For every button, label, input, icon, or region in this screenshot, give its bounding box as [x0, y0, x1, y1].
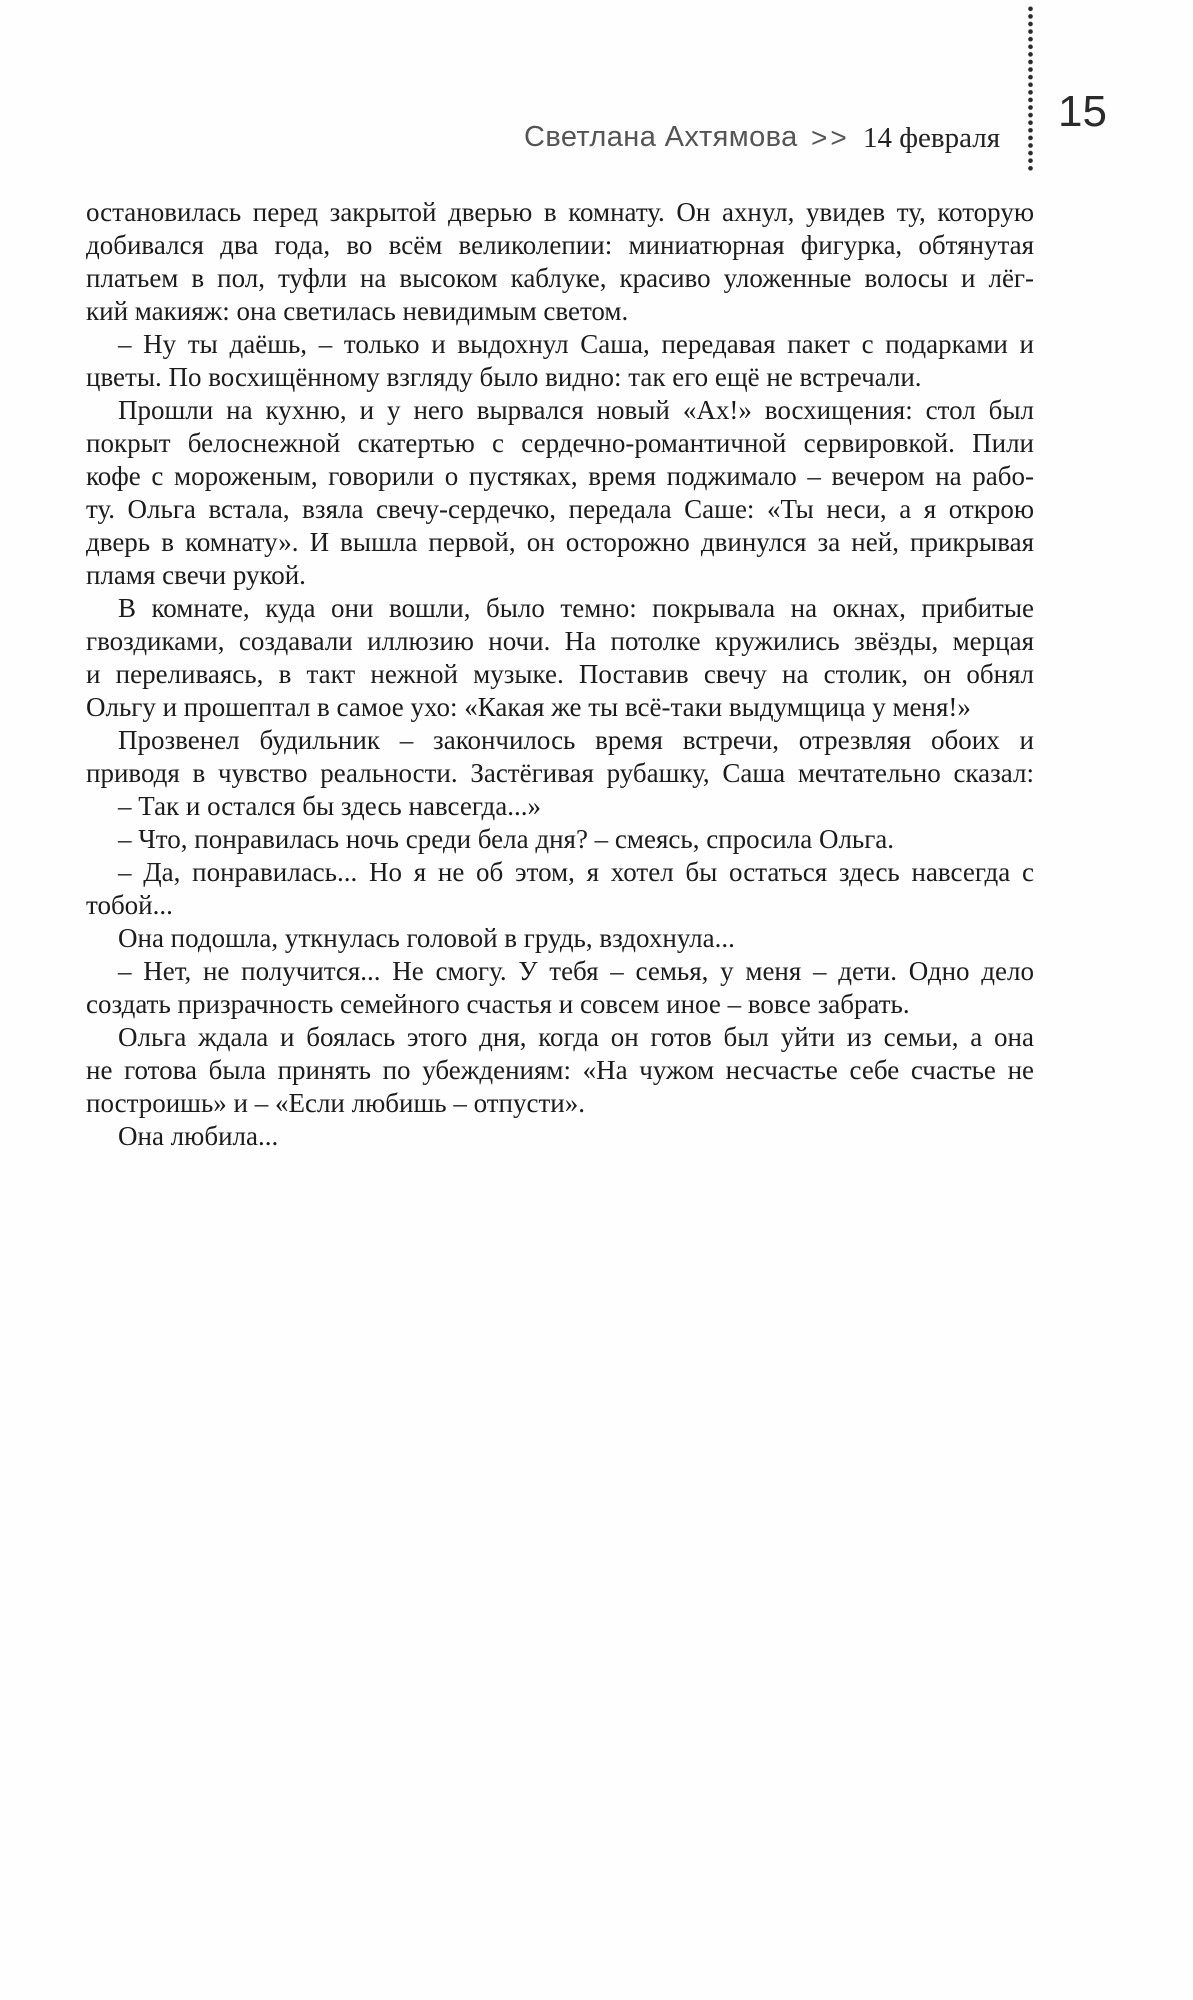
paragraph	[86, 724, 1034, 790]
text-line: платьем в пол, туфли на высоком каблуке, красиво уложенные волосы и лёг-	[86, 263, 1034, 293]
text-line: цветы. По восхищённому взгляду было видно: так его ещё не встречали.	[86, 362, 922, 392]
text-line: не готова была принять по убеждениям: «На чужом несчастье себе счастье не	[86, 1055, 1034, 1085]
paragraph	[86, 823, 1034, 856]
dotted-divider	[1027, 5, 1034, 173]
text-line: Прозвенел будильник – закончилось время встречи, отрезвляя обоих и	[118, 725, 1034, 755]
page-number: 15	[1058, 87, 1107, 136]
paragraph	[86, 790, 1034, 823]
paragraph	[86, 592, 1034, 724]
author-name: Светлана Ахтямова	[524, 121, 798, 153]
paragraph	[86, 955, 1034, 1021]
body-text	[86, 196, 1034, 1153]
text-line: – Нет, не получится... Не смогу. У тебя – семья, у меня – дети. Одно дело	[118, 956, 1034, 986]
text-line: Она любила...	[118, 1121, 279, 1151]
paragraph	[86, 1120, 1034, 1153]
text-line: и переливаясь, в такт нежной музыке. Поставив свечу на столик, он обнял	[86, 659, 1034, 689]
text-line: кофе с мороженым, говорили о пустяках, время поджимало – вечером на рабо-	[86, 461, 1034, 491]
text-line: гвоздиками, создавали иллюзию ночи. На потолке кружились звёзды, мерцая	[86, 626, 1034, 656]
text-line: ту. Ольга встала, взяла свечу-сердечко, передала Саше: «Ты неси, а я открою	[86, 494, 1034, 524]
text-line: В комнате, куда они вошли, было темно: покрывала на окнах, прибитые	[118, 593, 1034, 623]
text-line: – Что, понравилась ночь среди бела дня? – смеясь, спросила Ольга.	[118, 824, 895, 854]
text-line: приводя в чувство реальности. Застёгивая рубашку, Саша мечтательно сказал:	[86, 758, 1034, 788]
text-line: пламя свечи рукой.	[86, 560, 306, 590]
paragraph	[86, 856, 1034, 922]
paragraph	[86, 922, 1034, 955]
paragraph	[86, 196, 1034, 328]
text-line: – Ну ты даёшь, – только и выдохнул Саша, передавая пакет с подарками и	[118, 329, 1034, 359]
text-line: Прошли на кухню, и у него вырвался новый «Ах!» восхищения: стол был	[118, 395, 1034, 425]
text-line: остановилась перед закрытой дверью в комнату. Он ахнул, увидев ту, которую	[86, 197, 1034, 227]
text-line: добивался два года, во всём великолепии: миниатюрная фигурка, обтянутая	[86, 230, 1034, 260]
text-line: построишь» и – «Если любишь – отпусти».	[86, 1088, 585, 1118]
text-line: Ольгу и прошептал в самое ухо: «Какая же ты всё-таки выдумщица у меня!»	[86, 692, 971, 722]
text-line: Она подошла, уткнулась головой в грудь, вздохнула...	[118, 923, 735, 953]
text-line: создать призрачность семейного счастья и совсем иное – вовсе забрать.	[86, 989, 910, 1019]
text-line: – Да, понравилась... Но я не об этом, я хотел бы остаться здесь навсегда с	[118, 857, 1034, 887]
text-line: дверь в комнату». И вышла первой, он осторожно двинулся за ней, прикрывая	[86, 527, 1034, 557]
paragraph	[86, 1021, 1034, 1120]
text-line: покрыт белоснежной скатертью с сердечно-романтичной сервировкой. Пили	[86, 428, 1034, 458]
text-line: тобой...	[86, 890, 173, 920]
text-line: кий макияж: она светилась невидимым светом.	[86, 296, 629, 326]
text-line: – Так и остался бы здесь навсегда...»	[118, 791, 542, 821]
paragraph	[86, 394, 1034, 592]
header-separator: >>	[811, 122, 850, 153]
chapter-title: 14 февраля	[863, 122, 1001, 154]
text-line: Ольга ждала и боялась этого дня, когда он готов был уйти из семьи, а она	[118, 1022, 1034, 1052]
paragraph	[86, 328, 1034, 394]
